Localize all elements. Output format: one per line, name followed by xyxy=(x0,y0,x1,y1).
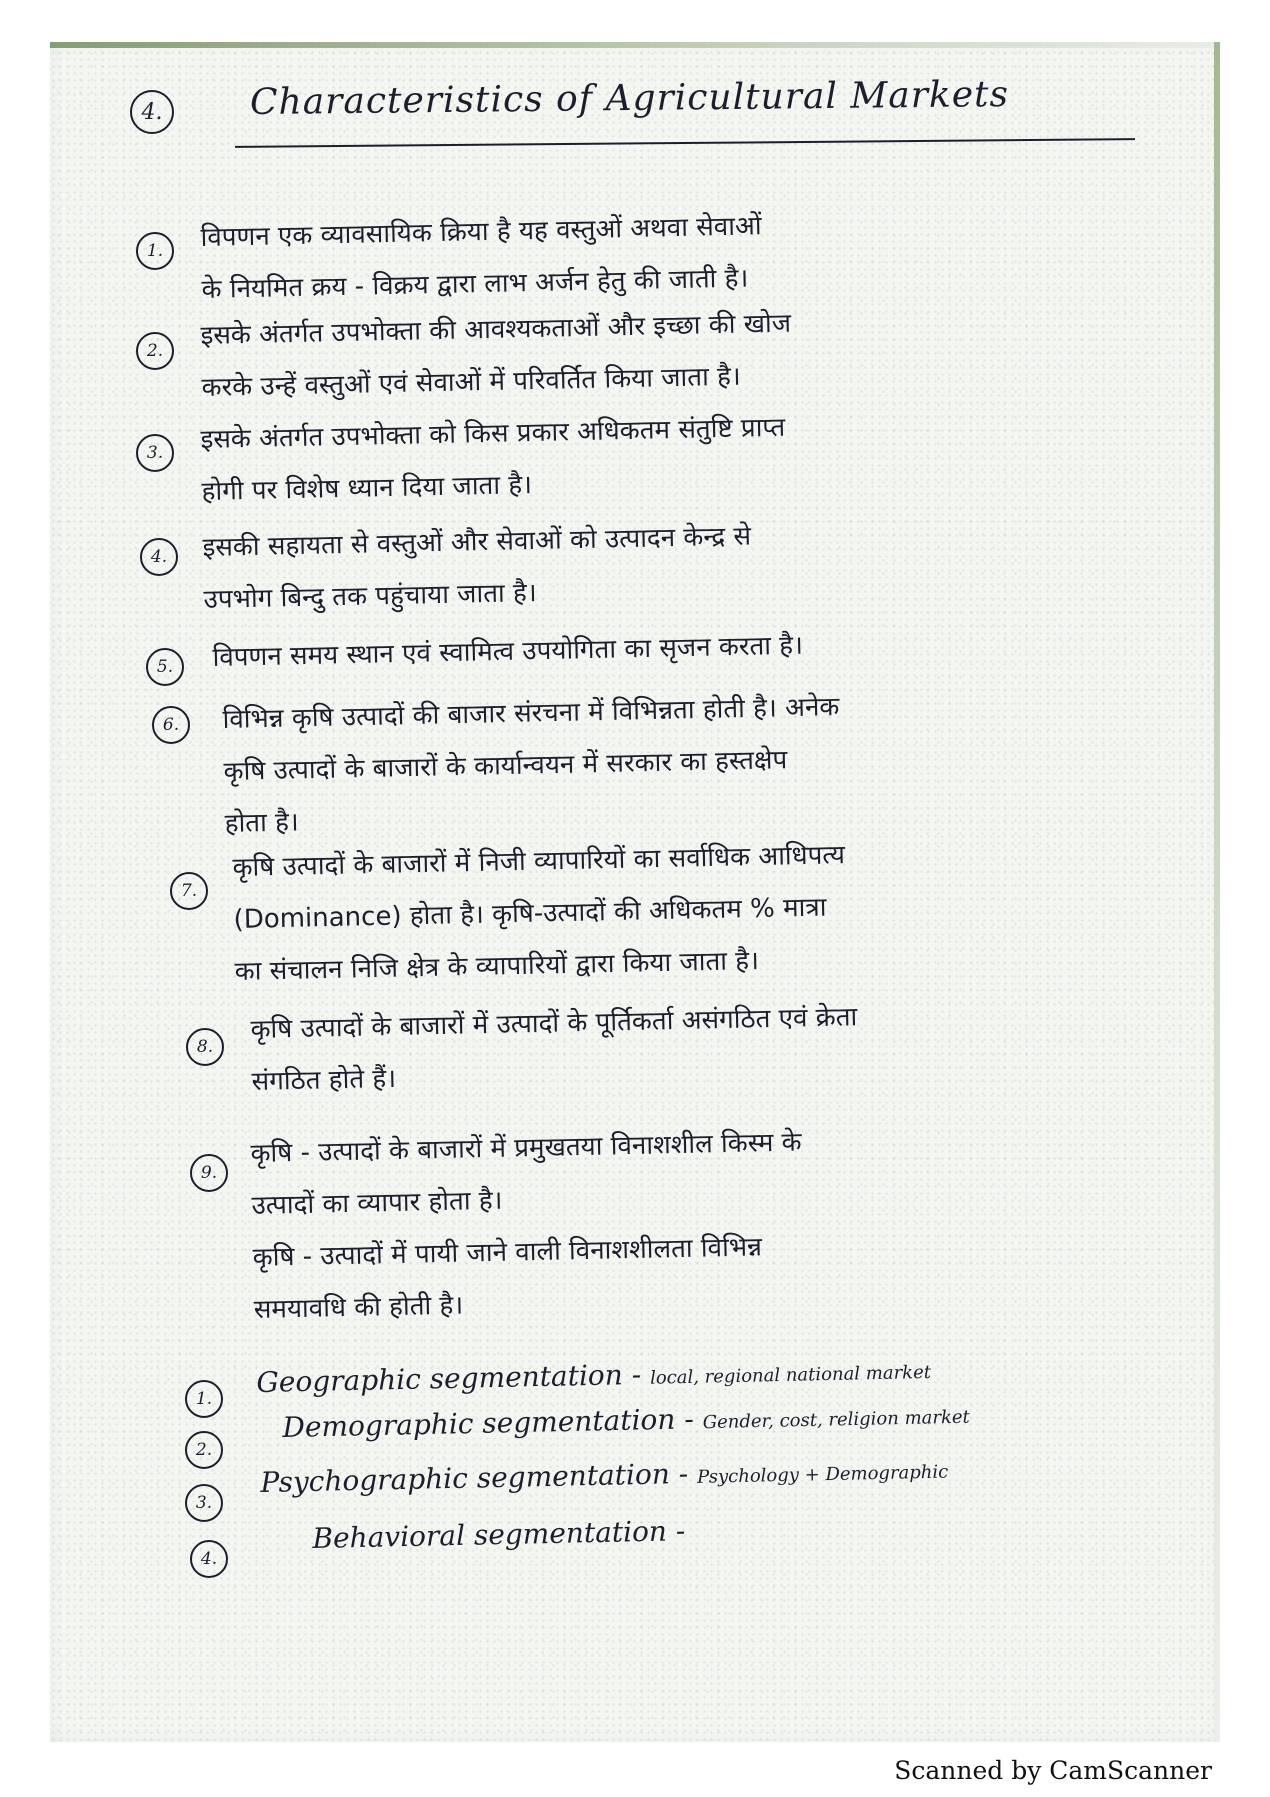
point-text: कृषि उत्पादों के बाजारों में निजी व्यापारियों का सर्वाधिक आधिपत्य (Dominance) होता है। कृषि-उत्पादों की अधिकतम % मात्रा का संचालन निजि क्षेत्र के व्यापारियों द्वारा किया जाता है। xyxy=(232,840,846,987)
point-number: 3. xyxy=(136,434,174,472)
title-underline xyxy=(235,138,1135,148)
point-number: 2. xyxy=(185,1431,223,1469)
point-number: 4. xyxy=(140,538,178,576)
point-text: विपणन समय स्थान एवं स्वामित्व उपयोगिता का सृजन करता है। xyxy=(212,630,804,673)
segment-label: Demographic segmentation - xyxy=(282,1402,695,1444)
point-number: 6. xyxy=(152,706,190,744)
question-number: 4. xyxy=(130,90,174,134)
point-number: 5. xyxy=(146,648,184,686)
segment-label: Geographic segmentation - xyxy=(256,1357,642,1399)
camscanner-watermark: Scanned by CamScanner xyxy=(894,1756,1212,1785)
segment-label: Psychographic segmentation - xyxy=(260,1457,689,1499)
point-number: 2. xyxy=(136,332,174,370)
point-text: कृषि उत्पादों के बाजारों में उत्पादों के पूर्तिकर्ता असंगठित एवं क्रेता संगठित होते हैं। xyxy=(250,1002,858,1097)
segment-label: Behavioral segmentation - xyxy=(312,1514,686,1555)
point-text: इसके अंतर्गत उपभोक्ता की आवश्यकताओं और इच्छा की खोज करके उन्हें वस्तुओं एवं सेवाओं में परिवर्तित किया जाता है। xyxy=(200,308,792,403)
point-text: इसकी सहायता से वस्तुओं और सेवाओं को उत्पादन केन्द्र से उपभोग बिन्दु तक पहुंचाया जाता है। xyxy=(202,521,752,615)
point-number: 1. xyxy=(185,1380,223,1418)
point-number: 3. xyxy=(185,1484,223,1522)
point-number: 9. xyxy=(190,1154,228,1192)
point-text: कृषि - उत्पादों के बाजारों में प्रमुखतया विनाशशील किस्म के उत्पादों का व्यापार होता है। कृषि - उत्पादों में पायी जाने वाली विनाशशीलता विभिन्न समयावधि की होती है। xyxy=(250,1127,802,1325)
point-number: 8. xyxy=(186,1028,224,1066)
segment-detail: local, regional national market xyxy=(649,1361,932,1389)
point-text: इसके अंतर्गत उपभोक्ता को किस प्रकार अधिकतम संतुष्टि प्राप्त होगी पर विशेष ध्यान दिया जाता है। xyxy=(200,412,786,507)
point-text xyxy=(260,1446,949,1510)
point-number: 7. xyxy=(170,872,208,910)
segment-detail: Gender, cost, religion market xyxy=(702,1406,970,1434)
point-text xyxy=(312,1508,686,1566)
segment-detail: Psychology + Demographic xyxy=(696,1461,949,1488)
scanned-page xyxy=(50,42,1220,1742)
page-title: Characteristics of Agricultural Markets xyxy=(249,74,1010,123)
point-number: 1. xyxy=(136,232,174,270)
point-text: विभिन्न कृषि उत्पादों की बाजार संरचना में विभिन्नता होती है। अनेक कृषि उत्पादों के बाजारों के कार्यान्वयन में सरकार का हस्तक्षेप होता है। xyxy=(222,692,840,839)
point-number: 4. xyxy=(190,1540,228,1578)
point-text: विपणन एक व्यावसायिक क्रिया है यह वस्तुओं अथवा सेवाओं के नियमित क्रय - विक्रय द्वारा लाभ अर्जन हेतु की जाती है। xyxy=(200,211,762,305)
